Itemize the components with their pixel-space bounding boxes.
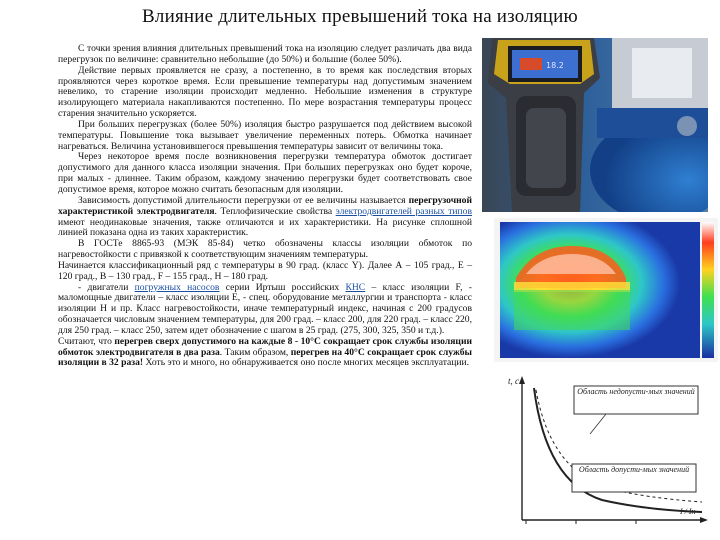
paragraph — [58, 283, 472, 337]
thermal-camera-photo — [482, 38, 708, 212]
paragraph: Действие первых проявляется не сразу, а постепенно, в то время как последствия вторых проявляются через короткое время. Если превышение температуры над допустимым значением невелико, то старение изоляции происходит медленно. Небольшие изменения в структуре изолирующего материала накапливаются постепенно. По мере возрастания температуры процесс старения значительно ускоряется. — [58, 64, 472, 120]
bold-term: перегрузочной характеристикой электродвигателя — [58, 194, 472, 217]
page-title: Влияние длительных превышений тока на изоляцию — [142, 6, 578, 27]
paragraph — [58, 196, 472, 239]
bold-term: перегрев сверх допустимого на каждые 8 - 10°С сокращает срок службы изоляции обмоток электродвигателя в два раза — [58, 335, 473, 358]
text-span: - двигатели — [78, 281, 135, 293]
paragraph: С точки зрения влияния длительных превышений тока на изоляцию следует различать два вида перегрузок по величине: сравнительно небольшие (до 50%) и большие (более 50%). — [58, 43, 472, 65]
text-span: Считают, что — [58, 335, 115, 347]
paragraph: В ГОСТе 8865-93 (МЭК 85-84) четко обозначены классы изоляции обмоток по нагревостойкости с привязкой к соответствующим значениям температуры. — [58, 238, 472, 261]
thermal-image — [494, 218, 718, 362]
upper-region-label: Область недопусти-мых значений — [577, 387, 695, 396]
text-span: Зависимость допустимой длительности перегрузки от ее величины называется — [78, 194, 409, 206]
screen-reading: 18.2 — [546, 61, 564, 70]
kns-link[interactable]: КНС — [345, 281, 366, 293]
text-span: – класс изоляции F, - маломощные двигатели – класс изоляции Е, - спец. оборудование металлургии и транспорта - класс изоляции Н и пр. Класс нагревостойкости, иначе температурный индекс, начиная с 200 градусов обозначается числовым значением температуры, для 200 град. – класс 200, для 220 град. – класс 220, для 250 град. – класс 250, затем идет обозначение с шагом в 25 град. (275, 300, 325, 350 и т.д.). — [58, 281, 472, 336]
text-span: . Теплофизические свойства — [214, 205, 336, 217]
pumps-link[interactable]: погружных насосов — [134, 281, 220, 293]
lower-region-label: Область допусти-мых значений — [578, 465, 690, 474]
text-span: имеют неодинаковые значения, также отличаются и их характеристики. На рисунке сплошной линией показана одна из таких характеристик. — [58, 216, 472, 239]
bold-term: перегрев на 40°С сокращает срок службы изоляции в 32 раза! — [58, 346, 472, 369]
paragraph: Через некоторое время после возникновения перегрузки температура обмоток достигает допустимого для данного класса изоляции значения. При больших перегрузках оно будет короче, при малых - длиннее. Таким образом, каждому значению перегрузки будет соответствовать свое допустимое время, которое можно считать безопасным для изоляции. — [58, 151, 472, 195]
paragraph: Начинается классификационный ряд с температуры в 90 град. (класс Y). Далее А – 105 град., Е – 120 град., В – 130 град., F – 155 град., Н – 180 град. — [58, 259, 472, 282]
y-axis-label: t, с — [508, 376, 519, 386]
motor-types-link[interactable]: электродвигателей разных типов — [335, 205, 472, 217]
text-span: . Таким образом, — [219, 346, 291, 358]
overload-characteristic-graph — [506, 372, 718, 532]
paragraph — [58, 337, 472, 370]
text-span: Хоть это и много, но обнаруживается оно после многих месяцев эксплуатации. — [143, 357, 470, 369]
paragraph: При больших перегрузках (более 50%) изоляция быстро разрушается под действием высокой температуры. Повышение тока вызывает увеличение переменных потерь. Обмотка начинает нагреваться. Величина установившегося превышения температуры зависит от величины тока. — [58, 118, 472, 152]
text-span: серии Иртыш российских — [219, 281, 346, 293]
article-text — [58, 44, 472, 369]
x-axis-label: I / Iн — [680, 507, 696, 516]
